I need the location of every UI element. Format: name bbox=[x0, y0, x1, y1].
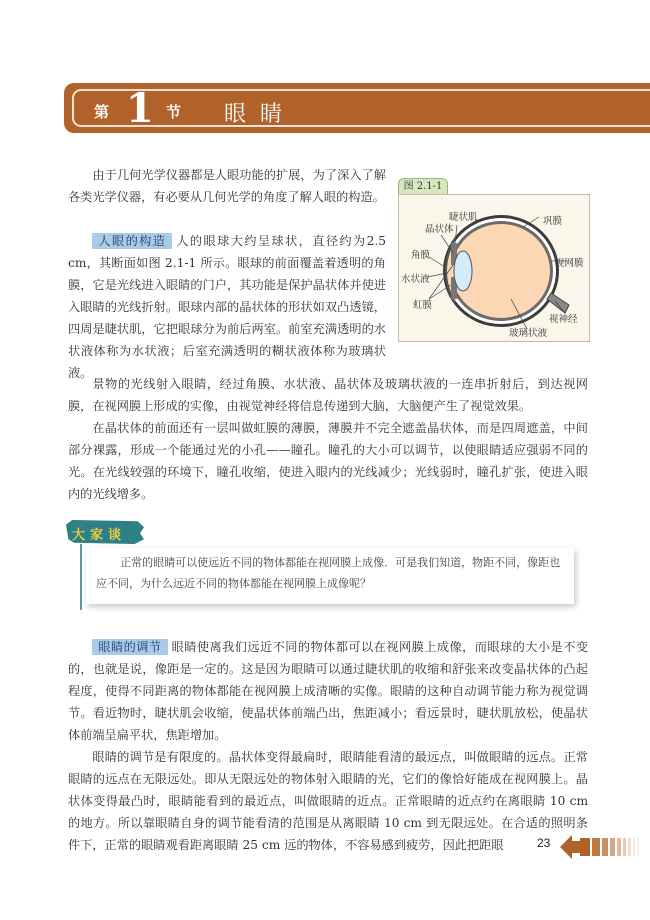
label-cornea: 角膜 bbox=[411, 250, 431, 261]
accommodation-paragraph bbox=[68, 636, 588, 746]
structure-text: 人的眼球大约呈球状，直径约为2.5 cm，其断面如图 2.1-1 所示。眼球的前面覆盖着透明的角膜，它是光线进入眼睛的门户，其功能是保护晶状体并使进入眼睛的光线折射。眼球内部的晶状体的形状如双凸透镜，四周是睫状肌，它把眼球分为前后两室。前室充满透明的水状液体称为水状液；后室充满透明的糊状液体称为玻璃状液。 bbox=[68, 234, 386, 380]
eye-diagram-figure bbox=[398, 178, 590, 340]
section-heading-structure: 人眼的构造 bbox=[92, 233, 172, 249]
label-vitreous-humor: 玻璃状液 bbox=[509, 328, 548, 339]
chapter-suffix: 节 bbox=[166, 103, 182, 121]
accommodation-text: 眼睛使离我们远近不同的物体都可以在视网膜上成像，而眼球的大小是不变的，也就是说，像距是一定的。这是因为眼睛可以通过睫状肌的收缩和舒张来改变晶状体的凸起程度，使得不同距离的物体都能在视网膜上成清晰的实像。眼睛的这种自动调节能力称为视觉调节。看近物时，睫状肌会收缩，使晶状体前端凸出，焦距减小；看远景时，睫状肌放松，使晶状体前端呈扁平状，焦距增加。 bbox=[68, 640, 589, 742]
label-retina: 视网膜 bbox=[555, 258, 584, 269]
discussion-text: 正常的眼睛可以使远近不同的物体都能在视网膜上成像．可是我们知道，物距不同，像距也应不同，为什么远近不同的物体都能在视网膜上成像呢？ bbox=[96, 556, 561, 590]
eye-diagram bbox=[398, 194, 590, 342]
page-arrow-icon bbox=[560, 832, 650, 862]
page-number: 23 bbox=[537, 836, 551, 850]
iris-paragraph: 在晶状体的前面还有一层叫做虹膜的薄膜，薄膜并不完全遮盖晶状体，而是四周遮盖，中间部分裸露，形成一个能通过光的小孔——瞳孔。瞳孔的大小可以调节，以使眼睛适应强弱不同的光。在光线较强的环境下，瞳孔收缩，使进入眼内的光线减少；光线弱时，瞳孔扩张，使进入眼内的光线增多。 bbox=[68, 421, 588, 501]
chapter-header bbox=[64, 83, 650, 133]
chapter-header-frame bbox=[72, 85, 650, 132]
chapter-prefix: 第 bbox=[94, 103, 110, 121]
label-ciliary-muscle: 睫状肌 bbox=[449, 212, 478, 223]
section-heading-accommodation: 眼睛的调节 bbox=[92, 639, 167, 655]
label-sclera: 巩膜 bbox=[543, 216, 563, 227]
figure-caption: 图 2.1-1 bbox=[398, 178, 448, 195]
chapter-number: 1 bbox=[126, 85, 154, 132]
label-iris: 虹膜 bbox=[413, 300, 433, 311]
label-lens: 晶状体 bbox=[425, 224, 454, 235]
intro-paragraph: 由于几何光学仪器都是人眼功能的扩展，为了深入了解各类光学仪器，有必要从几何光学的角度了解人眼的构造。 bbox=[68, 168, 386, 204]
light-path-paragraph: 景物的光线射入眼睛，经过角膜、水状液、晶状体及玻璃状液的一连串折射后，到达视网膜，在视网膜上形成的实像，由视觉神经将信息传递到大脑，大脑便产生了视觉效果。 bbox=[68, 377, 588, 413]
discussion-divider bbox=[80, 544, 82, 610]
near-far-point-paragraph: 眼睛的调节是有限度的。晶状体变得最扁时，眼睛能看清的最远点，叫做眼睛的远点。正常眼睛的远点在无限远处。即从无限远处的物体射入眼睛的光，它们的像恰好能成在视网膜上。晶状体变得最凸时，眼睛能看到的最近点，叫做眼睛的近点。正常眼睛的近点约在离眼睛 10 cm 的地方。所以靠眼睛自身的调节能看清的范围是从离眼睛 10 cm 到无限远处。在合适的照明条件下，正常的眼睛观看距离眼睛 25 cm 远的物体，不容易感到疲劳，因此把距眼 bbox=[68, 750, 588, 852]
page-title: 眼睛 bbox=[224, 102, 297, 127]
label-aqueous-humor: 水状液 bbox=[401, 274, 430, 285]
label-optic-nerve: 视神经 bbox=[549, 314, 578, 325]
structure-paragraph bbox=[68, 230, 386, 384]
discussion-badge-label: 大家谈 bbox=[72, 528, 127, 543]
